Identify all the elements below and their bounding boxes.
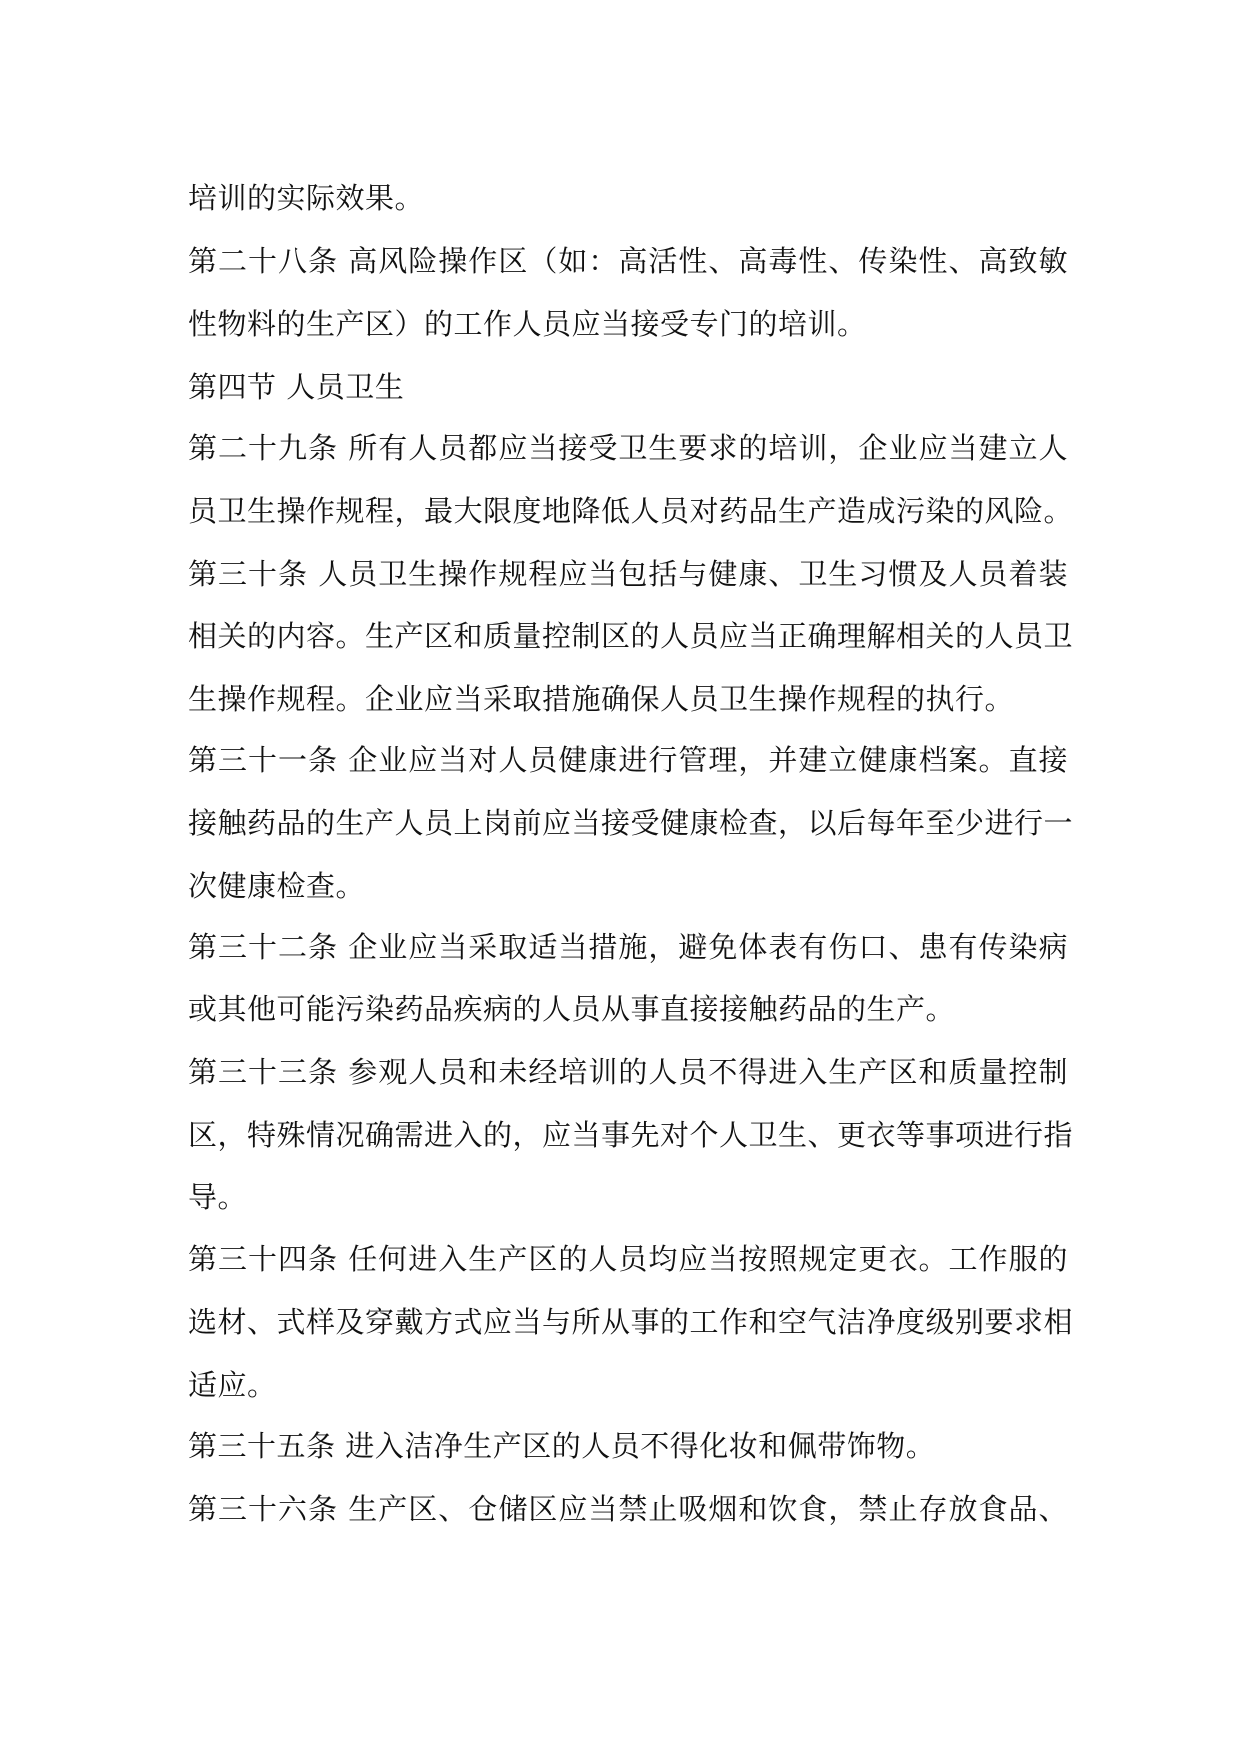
text-line: 培训的实际效果。	[188, 181, 425, 215]
text-line: 次健康检查。	[188, 869, 366, 903]
text-line: 第四节 人员卫生	[188, 370, 405, 404]
text-line: 第二十九条 所有人员都应当接受卫生要求的培训，企业应当建立人	[188, 431, 1068, 465]
text-line: 或其他可能污染药品疾病的人员从事直接接触药品的生产。	[188, 992, 956, 1026]
text-line: 第三十四条 任何进入生产区的人员均应当按照规定更衣。工作服的	[188, 1242, 1068, 1276]
text-line: 第三十五条 进入洁净生产区的人员不得化妆和佩带饰物。	[188, 1429, 936, 1463]
text-line: 相关的内容。生产区和质量控制区的人员应当正确理解相关的人员卫	[188, 619, 1074, 653]
text-line: 第三十一条 企业应当对人员健康进行管理，并建立健康档案。直接	[188, 743, 1068, 777]
text-line: 员卫生操作规程，最大限度地降低人员对药品生产造成污染的风险。	[188, 494, 1074, 528]
text-line: 生操作规程。企业应当采取措施确保人员卫生操作规程的执行。	[188, 682, 1015, 716]
text-line: 性物料的生产区）的工作人员应当接受专门的培训。	[188, 307, 867, 341]
text-line: 导。	[188, 1180, 248, 1214]
text-line: 区，特殊情况确需进入的，应当事先对个人卫生、更衣等事项进行指	[188, 1118, 1074, 1152]
text-line: 适应。	[188, 1368, 277, 1402]
text-line: 第三十条 人员卫生操作规程应当包括与健康、卫生习惯及人员着装	[188, 557, 1068, 591]
text-line: 第三十三条 参观人员和未经培训的人员不得进入生产区和质量控制	[188, 1055, 1068, 1089]
text-line: 接触药品的生产人员上岗前应当接受健康检查，以后每年至少进行一	[188, 806, 1074, 840]
text-line: 第二十八条 高风险操作区（如：高活性、高毒性、传染性、高致敏	[188, 244, 1068, 278]
text-line: 第三十二条 企业应当采取适当措施，避免体表有伤口、患有传染病	[188, 930, 1068, 964]
text-line: 选材、式样及穿戴方式应当与所从事的工作和空气洁净度级别要求相	[188, 1305, 1074, 1339]
text-line: 第三十六条 生产区、仓储区应当禁止吸烟和饮食，禁止存放食品、	[188, 1492, 1068, 1526]
